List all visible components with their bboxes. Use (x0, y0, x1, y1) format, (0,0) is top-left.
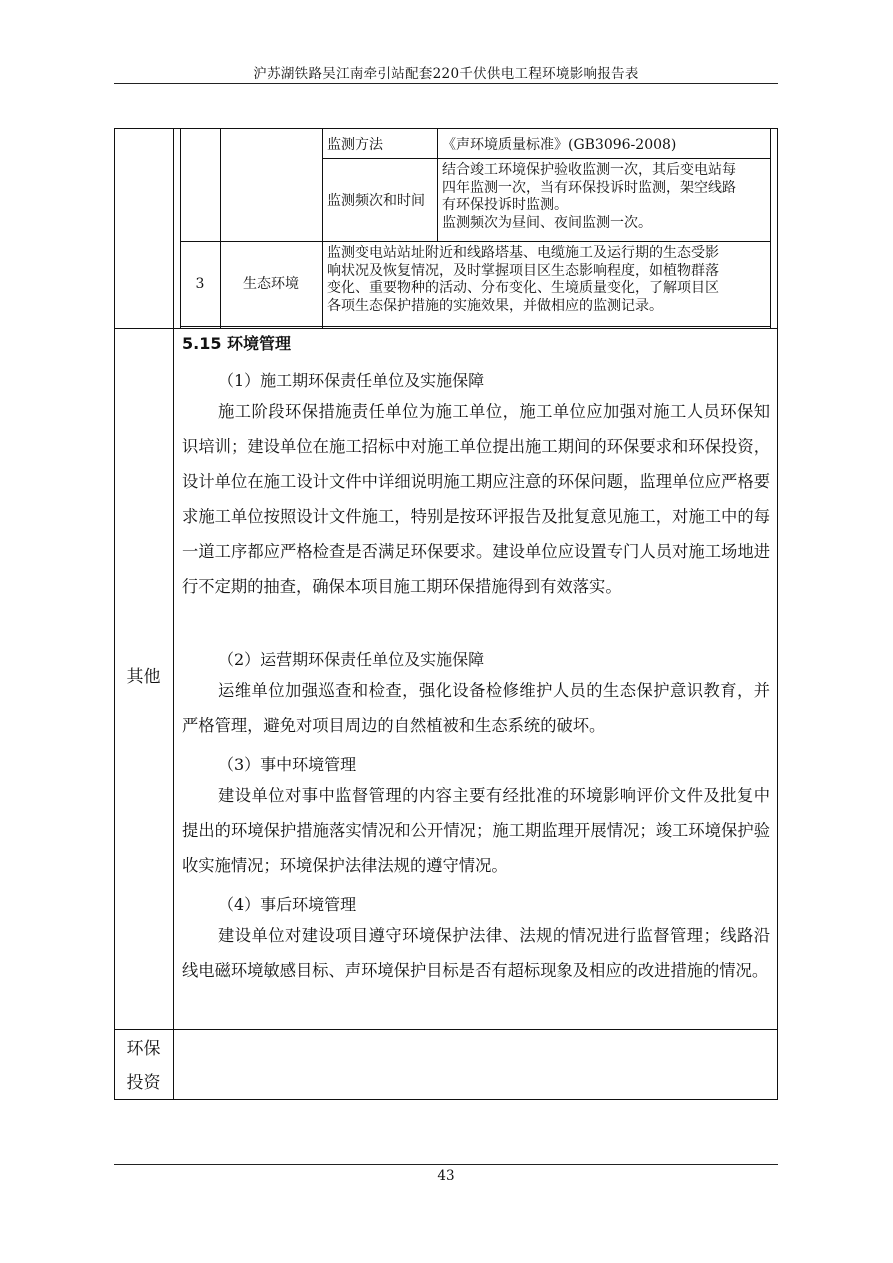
subheading-interim: （3）事中环境管理 (218, 755, 357, 774)
row-rule-5 (114, 1029, 778, 1030)
footer-rule (114, 1164, 778, 1165)
eco-row-number: 3 (195, 276, 205, 292)
eco-line: 监测变电站站址附近和线路塔基、电缆施工及运行期的生态受影 (327, 245, 719, 261)
row-rule-4 (114, 328, 778, 329)
col-divider-category (220, 128, 221, 328)
subheading-construction: （1）施工期环保责任单位及实施保障 (218, 371, 485, 390)
frequency-line: 监测频次为昼间、夜间监测一次。 (442, 214, 652, 231)
eco-line: 响状况及恢复情况，及时掌握项目区生态影响程度，如植物群落 (327, 262, 719, 279)
other-row-label: 其他 (126, 667, 161, 687)
eco-line: 变化、重要物种的活动、分布变化、生境质量变化，了解项目区 (327, 280, 719, 296)
monitoring-method-value: 《声环境质量标准》(GB3096-2008) (442, 137, 677, 153)
paragraph-operation: 运维单位加强巡查和检查，强化设备检修维护人员的生态保护意识教育，并严格管理，避免对项目周边的自然植被和生态系统的破坏。 (182, 681, 770, 735)
paragraph-construction: 施工阶段环保措施责任单位为施工单位，施工单位应加强对施工人员环保知识培训；建设单位在施工招标中对施工单位提出施工期间的环保要求和环保投资，设计单位在施工设计文件中详细说明施工期应注意的环保问题，监理单位应严格要求施工单位按照设计文件施工，特别是按环评报告及批复意见施工，对施工中的每一道工序都应严格检查是否满足环保要求。建设单位应设置专门人员对施工场地进行不定期的抽查，确保本项目施工期环保措施得到有效落实。 (182, 402, 770, 596)
monitoring-method-label: 监测方法 (327, 137, 383, 153)
frequency-line: 有环保投诉时监测。 (442, 197, 568, 213)
paragraph-post: 建设单位对建设项目遵守环境保护法律、法规的情况进行监督管理；线路沿线电磁环境敏感目标、声环境保护目标是否有超标现象及相应的改进措施的情况。 (182, 926, 770, 980)
frequency-line: 结合竣工环境保护验收监测一次，其后变电站每 (442, 162, 736, 178)
paragraph-interim: 建设单位对事中监督管理的内容主要有经批准的环境影响评价文件及批复中提出的环境保护措施落实情况和公开情况；施工期监理开展情况；竣工环境保护验收实施情况；环境保护法律法规的遵守情况。 (182, 786, 770, 875)
investment-label (114, 1032, 173, 1100)
investment-label-line: 环保 (126, 1039, 161, 1059)
subheading-post: （4）事后环境管理 (218, 895, 357, 914)
eco-row-description (327, 245, 770, 315)
eco-line: 各项生态保护措施的实施效果，并做相应的监测记录。 (327, 297, 663, 314)
section-title: 5.15 环境管理 (182, 334, 292, 353)
page-header: 沪苏湖铁路吴江南牵引站配套220千伏供电工程环境影响报告表 (253, 66, 639, 82)
page-number: 43 (437, 1168, 455, 1184)
subheading-operation: （2）运营期环保责任单位及实施保障 (218, 650, 485, 669)
row-rule-2 (180, 241, 770, 242)
row-rule-3 (180, 326, 770, 327)
row-rule-1 (322, 158, 770, 159)
col-divider-left (173, 128, 174, 1100)
col-divider-number (180, 128, 181, 328)
col-divider-value (437, 128, 438, 241)
col-divider-right-inner (770, 128, 771, 328)
investment-label-line: 投资 (126, 1073, 161, 1093)
header-rule (114, 83, 778, 84)
monitoring-frequency-value (442, 162, 770, 232)
eco-row-category: 生态环境 (243, 276, 299, 292)
monitoring-frequency-label: 监测频次和时间 (327, 193, 425, 209)
frequency-line: 四年监测一次，当有环保投诉时监测，架空线路 (442, 179, 736, 196)
